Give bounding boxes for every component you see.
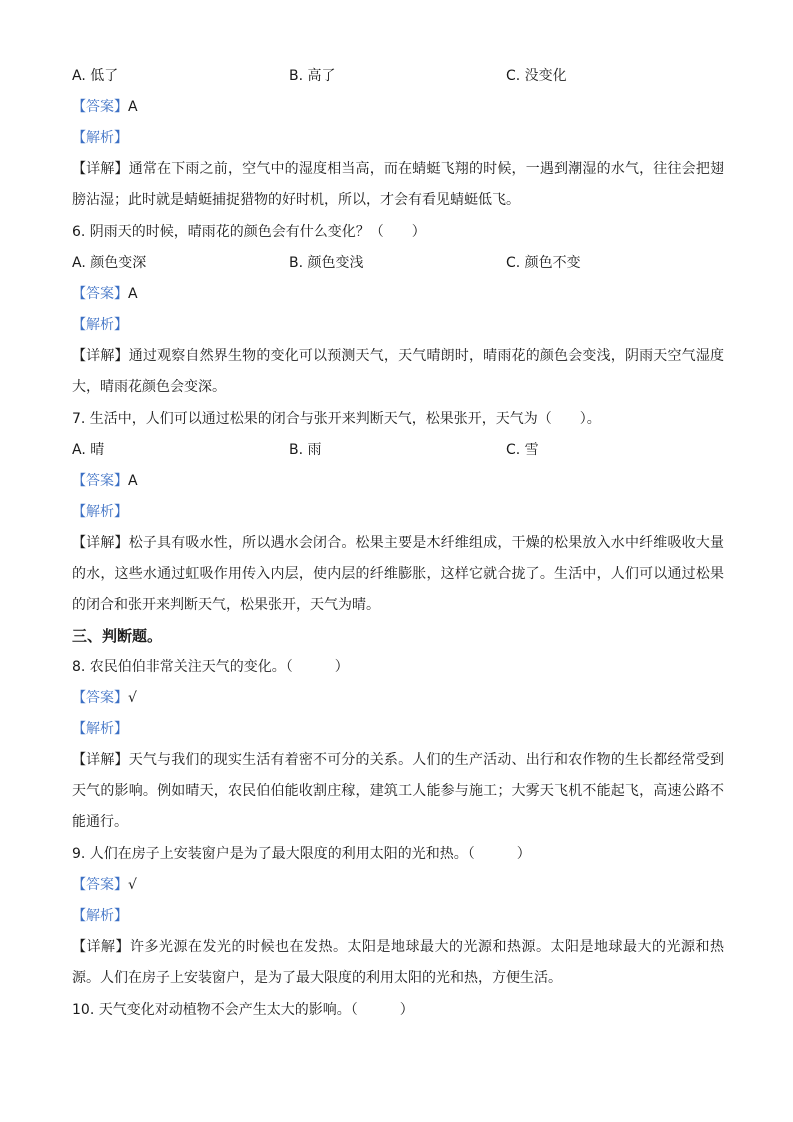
detail-tag: 【详解】 <box>72 161 129 177</box>
detail-tag: 【详解】 <box>72 939 130 955</box>
answer-tag: 【答案】 <box>72 99 128 115</box>
q6-option-a: A. 颜色变深 <box>72 255 147 271</box>
detail-text: 通过观察自然界生物的变化可以预测天气，天气晴朗时，晴雨花的颜色会变浅，阴雨天空气湿度大，晴雨花颜色会变深。 <box>72 348 725 395</box>
detail-text: 天气与我们的现实生活有着密不可分的关系。人们的生产活动、出行和农作物的生长都经常受到天气的影响。例如晴天，农民伯伯能收割庄稼，建筑工人能参与施工；大雾天飞机不能起飞，高速公路不能通行。 <box>72 752 725 830</box>
q10-question: 10. 天气变化对动植物不会产生太大的影响。（ ） <box>72 1002 414 1018</box>
q8-answer <box>72 688 137 708</box>
q5-option-c: C. 没变化 <box>506 68 567 84</box>
answer-value: A <box>128 473 138 489</box>
answer-checkmark-icon: √ <box>128 877 137 893</box>
q6-option-b: B. 颜色变浅 <box>289 255 364 271</box>
answer-value: A <box>128 99 138 115</box>
answer-tag: 【答案】 <box>72 473 128 489</box>
q5-option-b: B. 高了 <box>289 68 336 84</box>
q7-answer <box>72 471 138 491</box>
q7-option-b: B. 雨 <box>289 442 322 458</box>
q8-analysis-tag: 【解析】 <box>72 721 128 737</box>
q5-analysis-tag: 【解析】 <box>72 130 128 146</box>
q6-detail <box>72 341 724 403</box>
q7-question: 7. 生活中，人们可以通过松果的闭合与张开来判断天气，松果张开，天气为（ ）。 <box>72 411 601 427</box>
q9-answer <box>72 875 137 895</box>
q5-answer <box>72 97 138 117</box>
detail-text: 通常在下雨之前，空气中的湿度相当高，而在蜻蜓飞翔的时候，一遇到潮湿的水气，往往会把翅膀沾湿；此时就是蜻蜓捕捉猎物的好时机，所以，才会有看见蜻蜓低飞。 <box>72 161 725 208</box>
answer-tag: 【答案】 <box>72 286 128 302</box>
detail-tag: 【详解】 <box>72 535 129 551</box>
detail-tag: 【详解】 <box>72 348 129 364</box>
section-heading: 三、判断题。 <box>72 627 163 645</box>
q7-analysis-tag: 【解析】 <box>72 504 128 520</box>
q7-option-a: A. 晴 <box>72 442 105 458</box>
q9-detail <box>72 932 724 994</box>
q5-detail <box>72 154 724 216</box>
q6-question: 6. 阴雨天的时候，晴雨花的颜色会有什么变化？（ ） <box>72 224 426 240</box>
answer-tag: 【答案】 <box>72 877 128 893</box>
q7-detail <box>72 528 724 621</box>
q6-analysis-tag: 【解析】 <box>72 317 128 333</box>
q8-detail <box>72 745 724 838</box>
q9-question: 9. 人们在房子上安装窗户是为了最大限度的利用太阳的光和热。（ ） <box>72 846 531 862</box>
q6-answer <box>72 284 138 304</box>
q8-question: 8. 农民伯伯非常关注天气的变化。（ ） <box>72 659 349 675</box>
q9-analysis-tag: 【解析】 <box>72 908 128 924</box>
detail-text: 松子具有吸水性，所以遇水会闭合。松果主要是木纤维组成，干燥的松果放入水中纤维吸收大量的水，这些水通过虹吸作用传入内层，使内层的纤维膨胀，这样它就合拢了。生活中，人们可以通过松果的闭合和张开来判断天气，松果张开，天气为晴。 <box>72 535 725 613</box>
answer-value: A <box>128 286 138 302</box>
answer-checkmark-icon: √ <box>128 690 137 706</box>
q5-option-a: A. 低了 <box>72 68 119 84</box>
answer-tag: 【答案】 <box>72 690 128 706</box>
detail-tag: 【详解】 <box>72 752 129 768</box>
detail-text: 许多光源在发光的时候也在发热。太阳是地球最大的光源和热源。太阳是地球最大的光源和热源。人们在房子上安装窗户，是为了最大限度的利用太阳的光和热，方便生活。 <box>72 939 724 986</box>
q7-option-c: C. 雪 <box>506 442 539 458</box>
q6-option-c: C. 颜色不变 <box>506 255 581 271</box>
